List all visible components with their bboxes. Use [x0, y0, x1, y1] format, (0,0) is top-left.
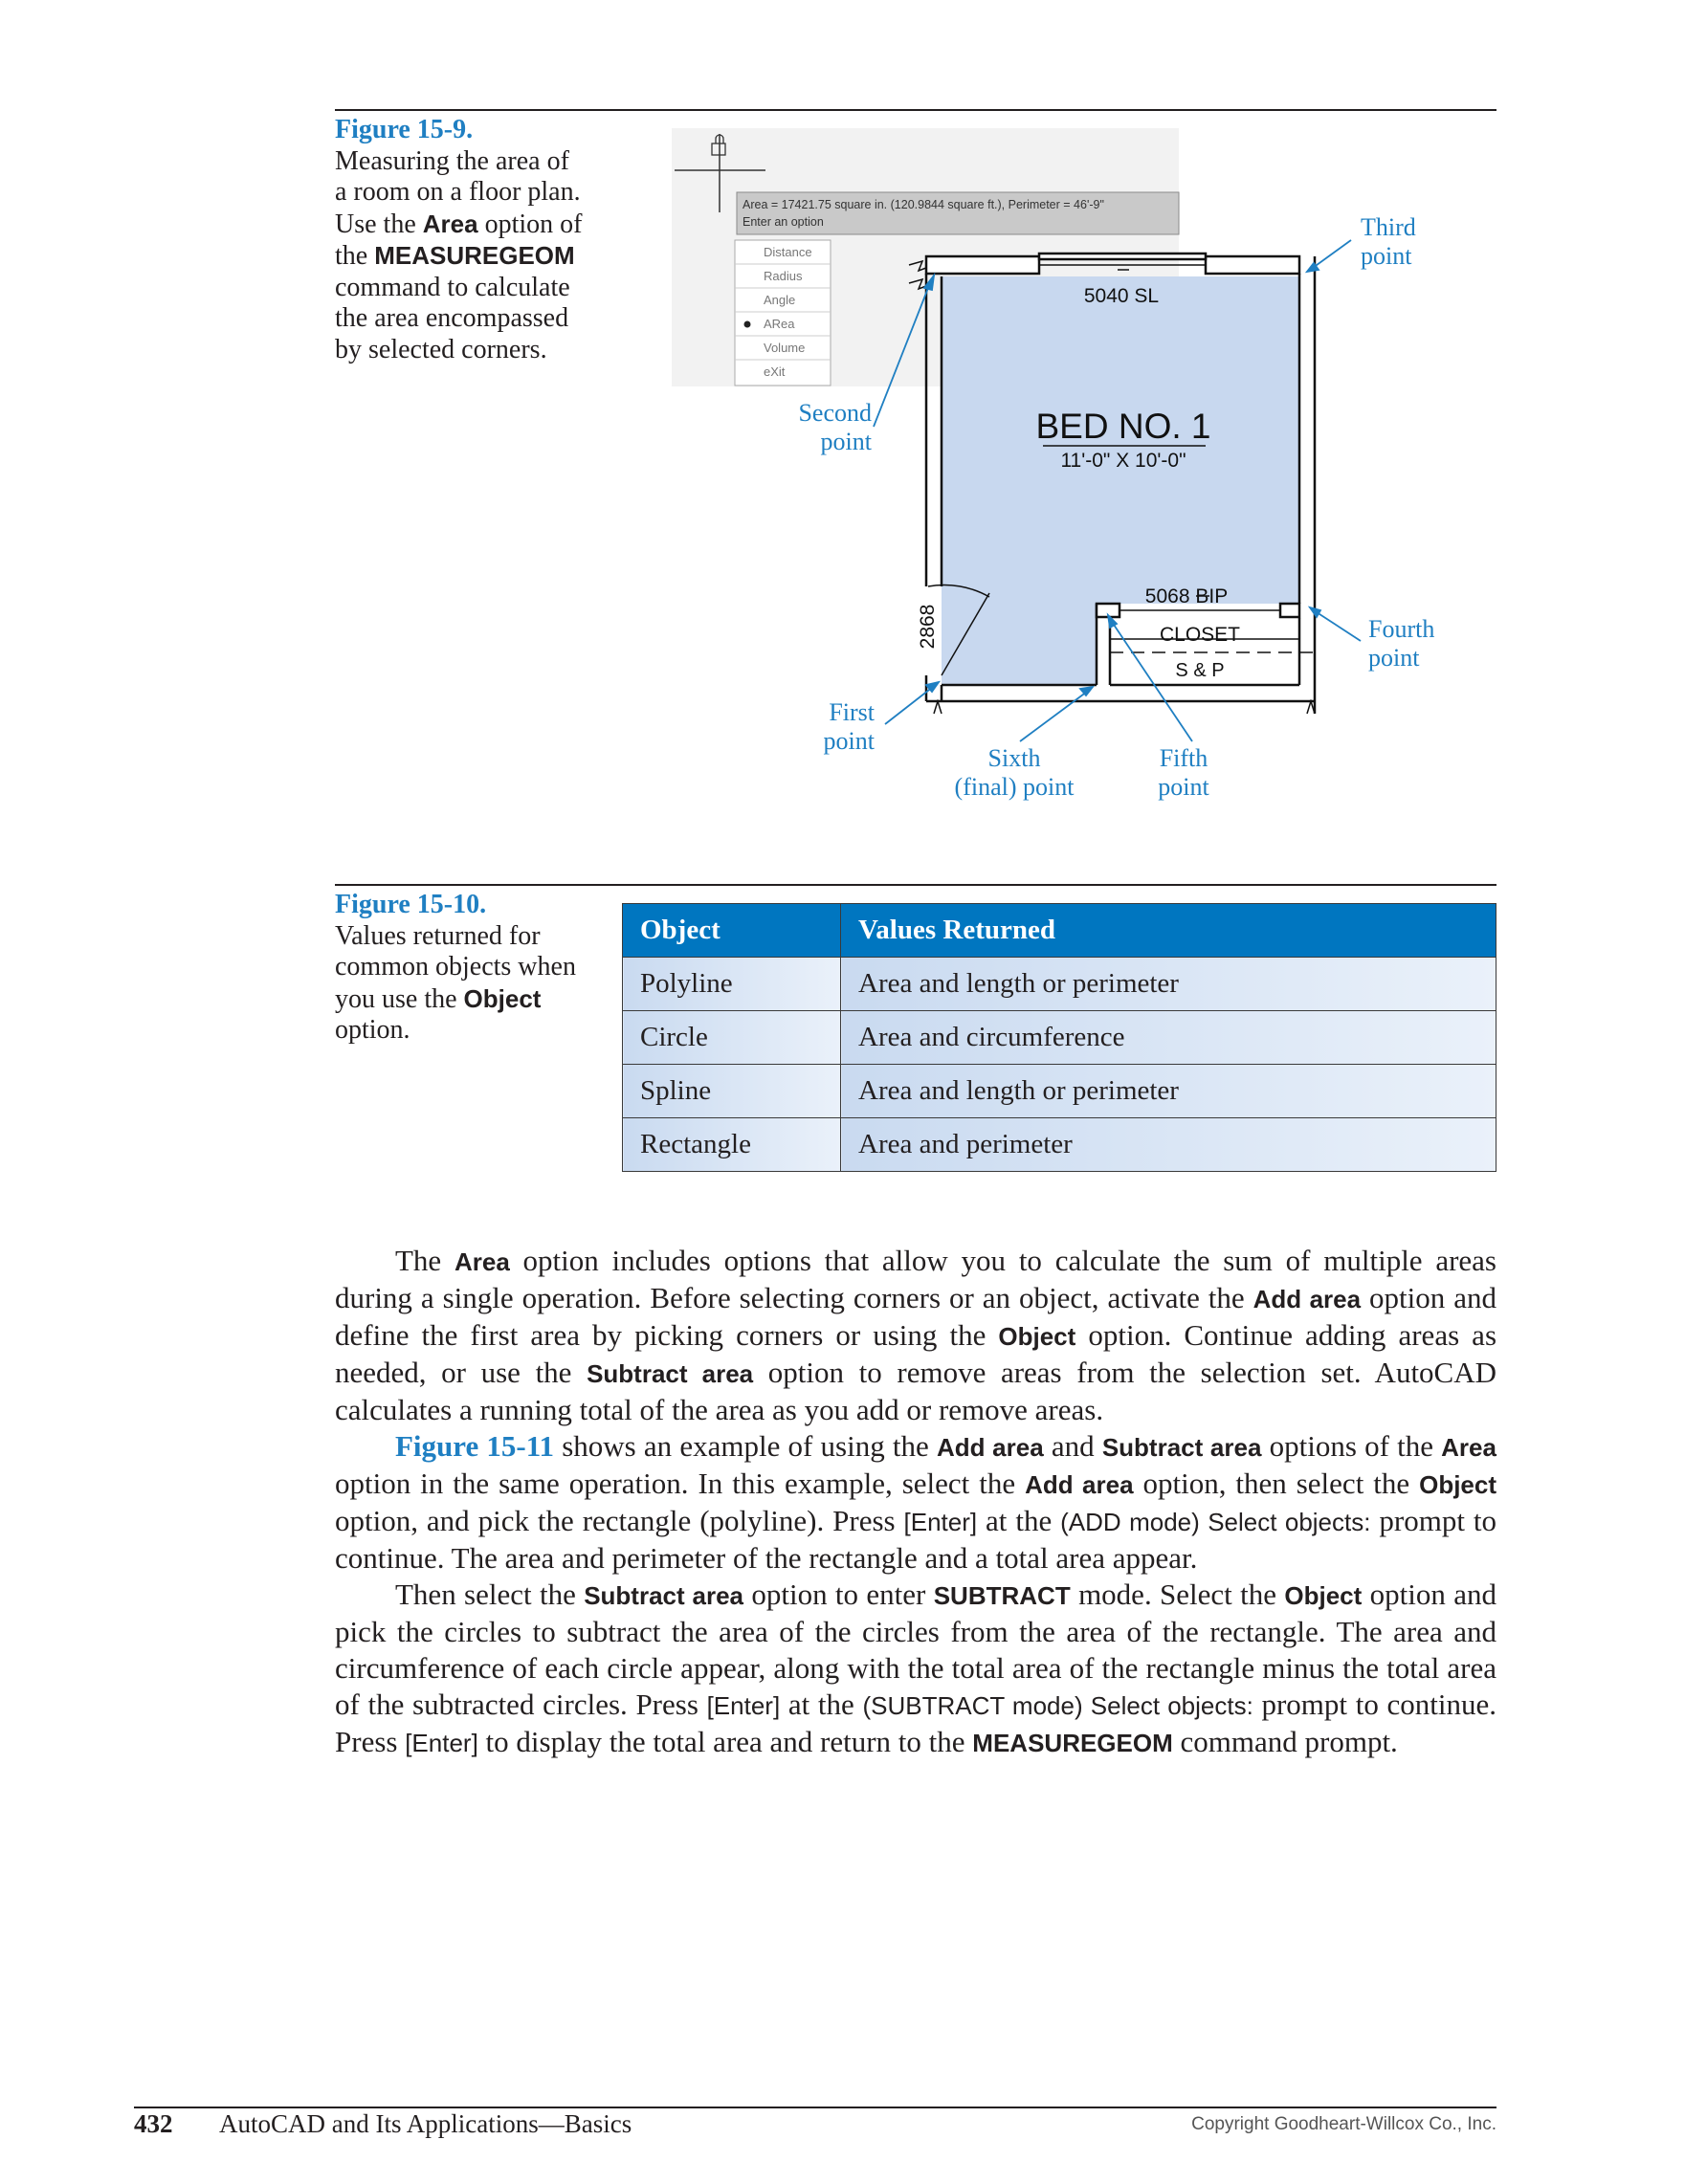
paragraph-1: The Area option includes options that allow you to calculate the sum of multiple areas during a single operation. Before selecting corners or an object, activate the Add area option and define the first area by picking corners or using the Object option. Continue adding areas as needed, or use the Subtract area option to remove areas from the selection set. AutoCAD calculates a running total of the area as you add or remove areas. — [335, 1244, 1497, 1426]
svg-text:point: point — [820, 428, 872, 455]
option-menu — [735, 240, 831, 386]
window-tag: 5040 SL — [1083, 285, 1160, 307]
closet-label: CLOSET — [1159, 624, 1241, 646]
table-row: Spline Area and length or perimeter — [623, 1065, 1496, 1118]
column-header-object: Object — [623, 904, 841, 958]
figure-caption: Figure 15-10. Values returned for common objects when you use the Object option. — [335, 890, 584, 1047]
callout-sixth-point: Sixth — [987, 744, 1041, 772]
callout-fourth-point: Fourth — [1368, 615, 1435, 643]
closet-door-tag: 5068 BIP — [1144, 585, 1229, 607]
footer-rule — [134, 2107, 1496, 2108]
book-title: AutoCAD and Its Applications—Basics — [219, 2109, 632, 2138]
menu-item-area[interactable]: ARea — [764, 317, 795, 331]
table-row: Rectangle Area and perimeter — [623, 1118, 1496, 1172]
svg-text:point: point — [1158, 773, 1209, 801]
svg-text:(final) point: (final) point — [954, 773, 1075, 801]
page-number: 432 — [134, 2109, 173, 2138]
svg-text:point: point — [823, 727, 875, 755]
svg-text:point: point — [1368, 644, 1420, 672]
table-row: Polyline Area and length or perimeter — [623, 958, 1496, 1011]
callout-third-point: Third — [1361, 213, 1416, 241]
figure-top-rule — [335, 884, 1496, 886]
figure-top-rule — [335, 109, 1496, 111]
callout-second-point: Second — [798, 399, 872, 427]
column-header-values: Values Returned — [841, 904, 1496, 958]
tooltip-prompt: Enter an option — [743, 215, 824, 229]
copyright: Copyright Goodheart-Willcox Co., Inc. — [1191, 2114, 1496, 2134]
tooltip-area-readout: Area = 17421.75 square in. (120.9844 square ft.), Perimeter = 46'-9" — [743, 198, 1104, 211]
floor-plan-figure — [670, 122, 1454, 811]
door-tag: 2868 — [917, 604, 939, 650]
room-size: 11'-0" X 10'-0" — [1060, 450, 1186, 472]
figure-number: Figure 15-9. — [335, 115, 474, 144]
body-text — [335, 1243, 1496, 1761]
figure-caption: Figure 15-9. Measuring the area of a room on a floor plan. Use the Area option of the MEASUREGEOM command to calculate the area encompassed by selected corners. — [335, 115, 583, 364]
menu-item-volume[interactable]: Volume — [764, 341, 806, 355]
shelf-label: S & P — [1175, 660, 1225, 681]
room-area-fill — [942, 276, 1299, 685]
table-row: Circle Area and circumference — [623, 1011, 1496, 1065]
paragraph-2: Figure 15-11 shows an example of using the Add area and Subtract area options of the Area option in the same operation. In this example, select the Add area option, then select the Object option, and pick the rectangle (polyline). Press [Enter] at the (ADD mode) Select objects: prompt to continue. The area and perimeter of the rectangle and a total area appear. — [335, 1429, 1497, 1575]
callout-first-point: First — [829, 698, 875, 726]
menu-item-angle[interactable]: Angle — [764, 293, 796, 307]
svg-text:point: point — [1361, 242, 1412, 270]
menu-item-radius[interactable]: Radius — [764, 269, 803, 283]
room-name: BED NO. 1 — [1035, 407, 1211, 446]
figure-link[interactable]: Figure 15-11 — [395, 1429, 555, 1463]
table-header-row — [623, 904, 1496, 958]
paragraph-3: Then select the Subtract area option to enter SUBTRACT mode. Select the Object option and pick the circles to subtract the area of the circles from the area of the rectangle. The area and circumference of each circle appear, along with the total area of the rectangle minus the total area of the subtracted circles. Press [Enter] at the (SUBTRACT mode) Select objects: prompt to continue. Press [Enter] to display the total area and return to the MEASUREGEOM command prompt. — [335, 1577, 1496, 1758]
menu-item-distance[interactable]: Distance — [764, 245, 812, 259]
callout-fifth-point: Fifth — [1159, 744, 1208, 772]
menu-item-exit[interactable]: eXit — [764, 364, 786, 379]
selected-bullet-icon — [744, 321, 751, 328]
figure-number: Figure 15-10. — [335, 890, 487, 919]
values-table — [622, 903, 1496, 1172]
